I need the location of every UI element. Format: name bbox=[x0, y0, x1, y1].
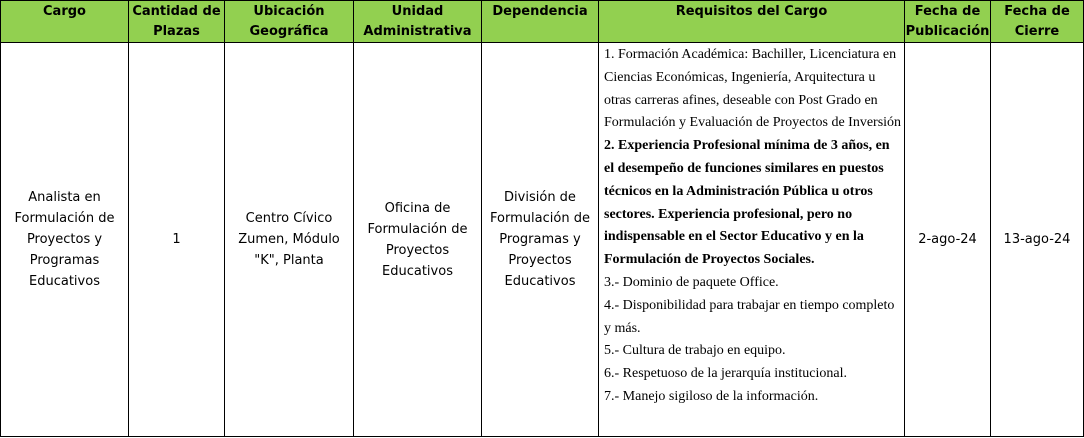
requisito-4: 4.- Disponibilidad para trabajar en tiempo completo y más. bbox=[604, 297, 895, 336]
table-row bbox=[1, 43, 1084, 437]
header-ubicacion-geografica: Ubicación Geográfica bbox=[225, 1, 354, 43]
cell-fecha-cierre bbox=[991, 43, 1084, 437]
header-cantidad-plazas: Cantidad de Plazas bbox=[129, 1, 225, 43]
header-row bbox=[1, 1, 1084, 43]
requisito-6: 6.- Respetuoso de la jerarquía institucional. bbox=[604, 366, 847, 382]
requisito-1: 1. Formación Académica: Bachiller, Licenciatura en Ciencias Económicas, Ingeniería, Arquitectura u otras carreras afines, deseable con Post Grado en Formulación y Evaluación de Proyectos de Inversión bbox=[604, 47, 902, 131]
ubicacion-value: Centro Cívico Zumen, Módulo "K", Planta bbox=[238, 211, 340, 268]
cell-requisitos bbox=[599, 43, 905, 437]
fecha-publicacion-value: 2-ago-24 bbox=[918, 232, 977, 247]
header-fecha-publicacion: Fecha de Publicación bbox=[905, 1, 991, 43]
header-dependencia: Dependencia bbox=[482, 1, 599, 43]
requisito-3: 3.- Dominio de paquete Office. bbox=[604, 274, 779, 290]
cell-fecha-publicacion bbox=[905, 43, 991, 437]
cell-ubicacion bbox=[225, 43, 354, 437]
cell-cantidad bbox=[129, 43, 225, 437]
fecha-cierre-value: 13-ago-24 bbox=[1003, 232, 1071, 247]
dependencia-value: División de Formulación de Programas y Proyectos Educativos bbox=[490, 190, 590, 289]
header-requisitos-cargo: Requisitos del Cargo bbox=[599, 1, 905, 43]
header-fecha-cierre: Fecha de Cierre bbox=[991, 1, 1084, 43]
requisito-5: 5.- Cultura de trabajo en equipo. bbox=[604, 343, 786, 359]
cantidad-value: 1 bbox=[172, 232, 181, 247]
cell-unidad bbox=[354, 43, 482, 437]
cell-cargo bbox=[1, 43, 129, 437]
unidad-value: Oficina de Formulación de Proyectos Educativos bbox=[367, 200, 468, 279]
header-cargo: Cargo bbox=[1, 1, 129, 43]
header-unidad-administrativa: Unidad Administrativa bbox=[354, 1, 482, 43]
requisito-7: 7.- Manejo sigiloso de la información. bbox=[604, 388, 819, 404]
requisito-2: 2. Experiencia Profesional mínima de 3 años, en el desempeño de funciones similares en puestos técnicos en la Administración Pública u otros sectores. Experiencia profesional, pero no indispensable en el Sector Educativo y en la Formulación de Proyectos Sociales. bbox=[604, 138, 890, 268]
cargo-value: Analista en Formulación de Proyectos y Programas Educativos bbox=[14, 190, 115, 289]
cell-dependencia bbox=[482, 43, 599, 437]
